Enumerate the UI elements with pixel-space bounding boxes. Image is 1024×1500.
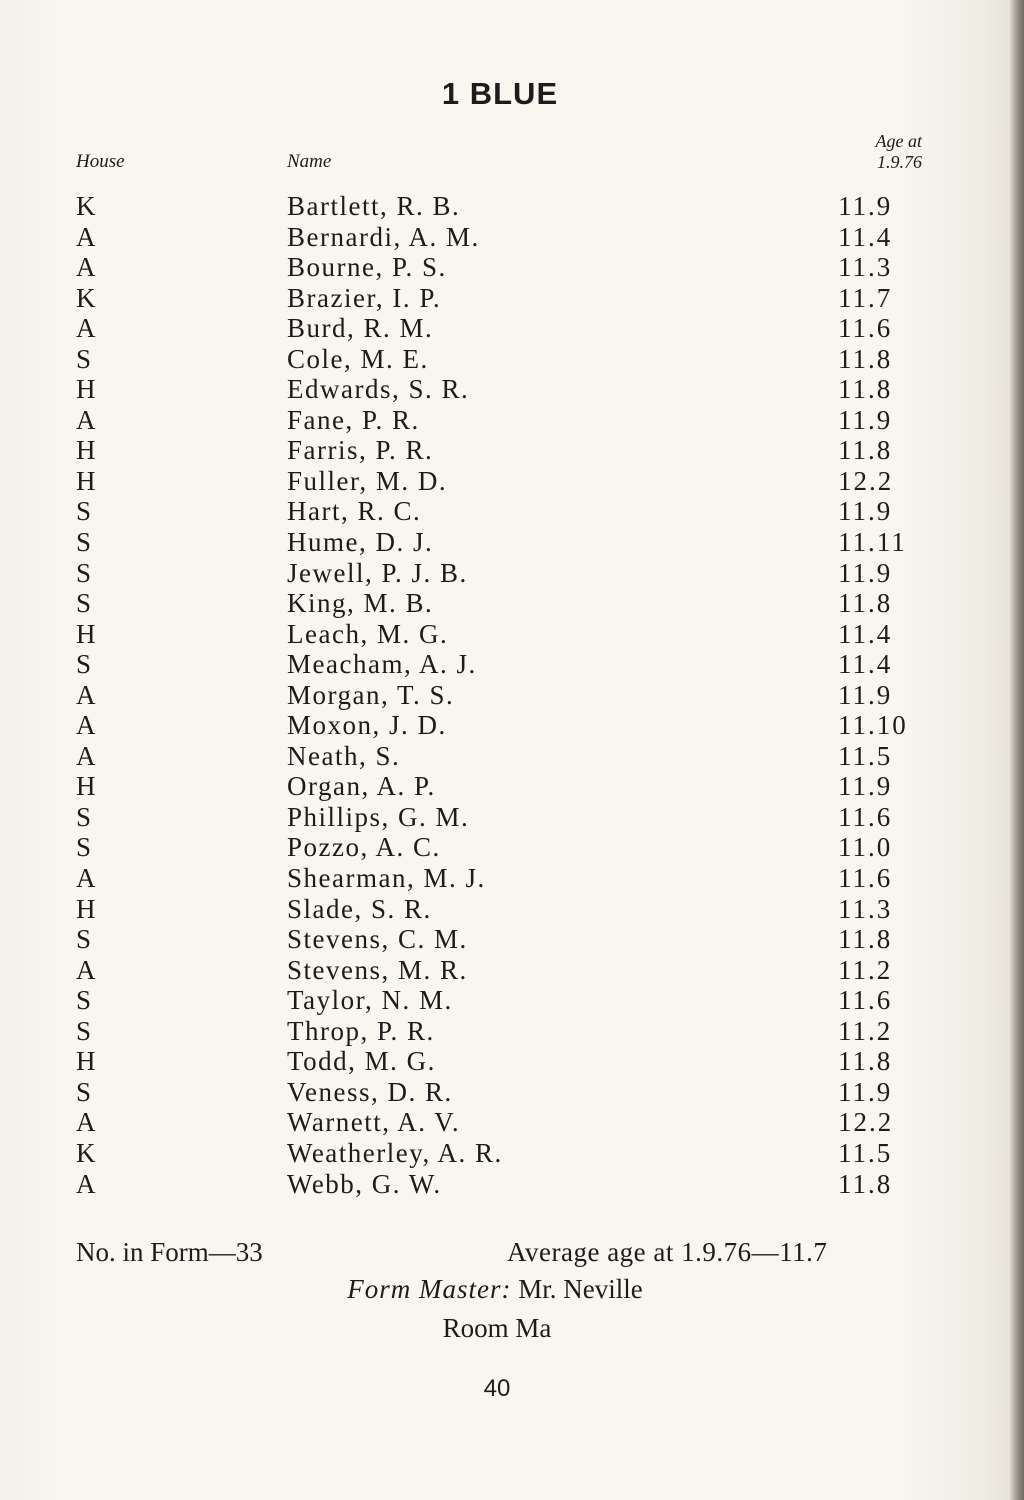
form-count: No. in Form—33 (76, 1237, 263, 1267)
name-cell: Bartlett, R. B. (287, 191, 461, 221)
table-row (0, 1169, 1024, 1200)
house-column-header: House (76, 151, 125, 172)
house-cell: A (76, 679, 96, 710)
house-cell: S (76, 343, 92, 374)
table-row (0, 558, 1024, 589)
house-cell: H (76, 1046, 96, 1077)
house-cell: S (76, 588, 92, 619)
name-cell: Todd, M. G. (287, 1046, 436, 1077)
age-cell: 12.2 (838, 465, 894, 496)
name-cell: Taylor, N. M. (287, 985, 453, 1016)
average-age: Average age at 1.9.76—11.7 (507, 1237, 828, 1267)
age-cell: 11.9 (838, 1076, 893, 1107)
age-cell: 11.9 (838, 771, 893, 802)
age-cell: 11.3 (838, 893, 893, 924)
age-column-header (800, 131, 922, 173)
house-cell: H (76, 618, 96, 649)
age-cell: 11.2 (838, 954, 893, 985)
age-cell: 11.4 (838, 618, 893, 649)
name-cell: Veness, D. R. (287, 1076, 453, 1107)
house-cell: S (76, 1076, 92, 1107)
table-row (0, 527, 1024, 558)
age-cell: 11.8 (838, 1168, 893, 1199)
house-cell: A (76, 740, 96, 771)
table-row (0, 313, 1024, 344)
table-row (0, 222, 1024, 253)
table-row (0, 1138, 1024, 1169)
house-cell: H (76, 465, 96, 496)
name-cell: Meacham, A. J. (287, 649, 477, 680)
house-cell: S (76, 985, 92, 1016)
house-cell: A (76, 404, 96, 435)
name-cell: Cole, M. E. (287, 343, 429, 374)
age-cell: 11.8 (838, 435, 893, 466)
table-row (0, 1077, 1024, 1108)
name-cell: Burd, R. M. (287, 313, 434, 344)
age-cell: 11.4 (838, 221, 893, 252)
name-cell: Neath, S. (287, 740, 401, 771)
house-cell: A (76, 954, 96, 985)
name-cell: Stevens, C. M. (287, 924, 468, 955)
room-label: Room Ma (442, 1313, 552, 1343)
house-cell: H (76, 374, 96, 405)
age-cell: 11.9 (838, 557, 893, 588)
table-row (0, 1107, 1024, 1138)
house-cell: S (76, 496, 92, 527)
name-cell: Fane, P. R. (287, 404, 420, 435)
house-cell: A (76, 1107, 96, 1138)
name-cell: Slade, S. R. (287, 893, 432, 924)
name-cell: Weatherley, A. R. (287, 1137, 503, 1168)
name-cell: Phillips, G. M. (287, 801, 470, 832)
house-cell: S (76, 1015, 92, 1046)
name-column-header: Name (287, 151, 332, 172)
age-cell: 11.8 (838, 924, 893, 955)
name-cell: Morgan, T. S. (287, 679, 455, 710)
age-cell: 11.8 (838, 343, 893, 374)
house-cell: K (76, 282, 96, 313)
name-cell: Edwards, S. R. (287, 374, 470, 405)
name-cell: Hart, R. C. (287, 496, 422, 527)
house-cell: H (76, 771, 96, 802)
name-cell: Organ, A. P. (287, 771, 436, 802)
name-cell: Stevens, M. R. (287, 954, 468, 985)
house-cell: S (76, 832, 92, 863)
table-row (0, 924, 1024, 955)
age-cell: 11.5 (838, 740, 893, 771)
table-row (0, 649, 1024, 680)
house-cell: H (76, 435, 96, 466)
name-cell: Hume, D. J. (287, 527, 434, 558)
name-cell: Farris, P. R. (287, 435, 434, 466)
age-cell: 11.9 (838, 191, 893, 221)
name-cell: Throp, P. R. (287, 1015, 435, 1046)
house-cell: S (76, 649, 92, 680)
table-row (0, 985, 1024, 1016)
age-cell: 11.6 (838, 313, 893, 344)
age-cell: 12.2 (838, 1107, 894, 1138)
form-title: 1 BLUE (441, 76, 559, 111)
age-cell: 11.6 (838, 863, 893, 894)
name-cell: Webb, G. W. (287, 1168, 442, 1199)
name-cell: Warnett, A. V. (287, 1107, 461, 1138)
age-cell: 11.10 (838, 710, 908, 741)
age-cell: 11.6 (838, 985, 893, 1016)
name-cell: King, M. B. (287, 588, 434, 619)
age-header-line1: Age at (875, 131, 922, 151)
house-cell: A (76, 221, 96, 252)
table-row (0, 771, 1024, 802)
house-cell: H (76, 893, 96, 924)
table-row (0, 466, 1024, 497)
name-cell: Brazier, I. P. (287, 282, 442, 313)
age-cell: 11.3 (838, 252, 893, 283)
age-header-line2: 1.9.76 (877, 152, 922, 172)
age-cell: 11.11 (838, 527, 907, 558)
house-cell: A (76, 313, 96, 344)
table-row (0, 619, 1024, 650)
age-cell: 11.9 (838, 496, 893, 527)
age-cell: 11.8 (838, 374, 893, 405)
table-row (0, 894, 1024, 925)
table-row (0, 863, 1024, 894)
table-row (0, 374, 1024, 405)
name-cell: Shearman, M. J. (287, 863, 486, 894)
table-row (0, 1016, 1024, 1047)
name-cell: Bernardi, A. M. (287, 221, 480, 252)
page-number: 40 (483, 1375, 511, 1402)
form-master-label: Form Master: (347, 1274, 512, 1304)
age-cell: 11.9 (838, 404, 893, 435)
table-row (0, 283, 1024, 314)
table-row (0, 955, 1024, 986)
student-list (0, 191, 1024, 1199)
age-cell: 11.7 (838, 282, 893, 313)
table-row (0, 1046, 1024, 1077)
age-cell: 11.8 (838, 588, 893, 619)
age-cell: 11.6 (838, 801, 893, 832)
age-cell: 11.8 (838, 1046, 893, 1077)
name-cell: Jewell, P. J. B. (287, 557, 468, 588)
table-row (0, 588, 1024, 619)
table-row (0, 741, 1024, 772)
table-row (0, 680, 1024, 711)
name-cell: Pozzo, A. C. (287, 832, 441, 863)
name-cell: Leach, M. G. (287, 618, 449, 649)
age-cell: 11.0 (838, 832, 893, 863)
house-cell: S (76, 557, 92, 588)
age-cell: 11.5 (838, 1137, 893, 1168)
name-cell: Fuller, M. D. (287, 465, 448, 496)
form-master-name: Mr. Neville (518, 1274, 643, 1304)
table-row (0, 405, 1024, 436)
house-cell: A (76, 710, 96, 741)
age-cell: 11.4 (838, 649, 893, 680)
table-row (0, 252, 1024, 283)
house-cell: K (76, 1137, 96, 1168)
table-row (0, 344, 1024, 375)
name-cell: Bourne, P. S. (287, 252, 447, 283)
house-cell: S (76, 527, 92, 558)
house-cell: S (76, 801, 92, 832)
table-row (0, 710, 1024, 741)
house-cell: K (76, 191, 96, 221)
house-cell: A (76, 252, 96, 283)
table-row (0, 191, 1024, 222)
table-row (0, 802, 1024, 833)
table-row (0, 496, 1024, 527)
age-cell: 11.9 (838, 679, 893, 710)
table-row (0, 832, 1024, 863)
form-master-line (0, 1272, 990, 1306)
house-cell: A (76, 1168, 96, 1199)
table-row (0, 435, 1024, 466)
age-cell: 11.2 (838, 1015, 893, 1046)
name-cell: Moxon, J. D. (287, 710, 447, 741)
house-cell: A (76, 863, 96, 894)
house-cell: S (76, 924, 92, 955)
